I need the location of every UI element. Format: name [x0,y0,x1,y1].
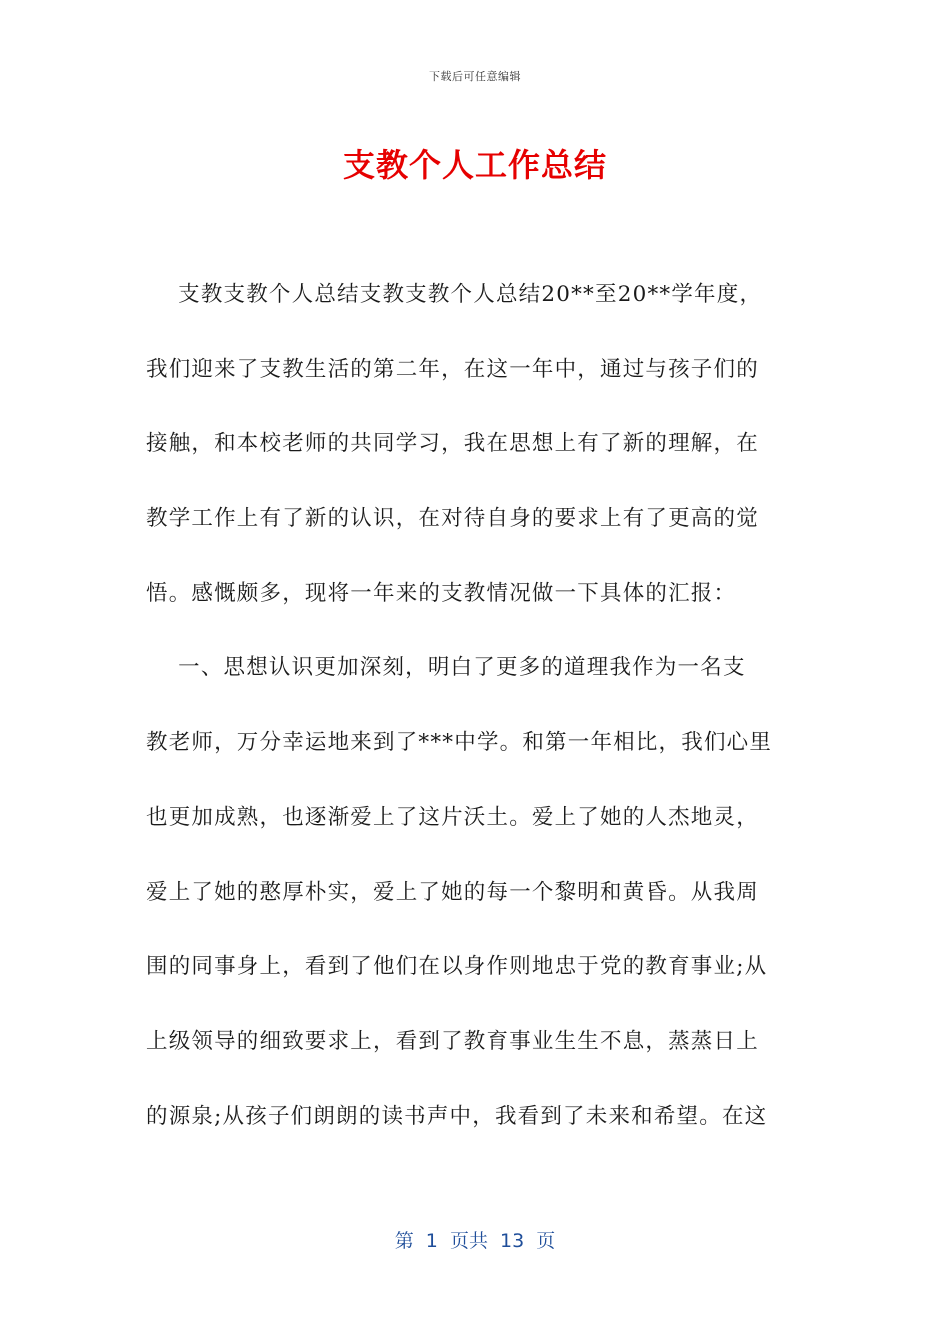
body-line: 也更加成熟，也逐渐爱上了这片沃土。爱上了她的人杰地灵， [146,804,759,830]
header-note: 下载后可任意编辑 [429,70,521,83]
body-line: 上级领导的细致要求上，看到了教育事业生生不息，蒸蒸日上 [146,1028,759,1054]
body-line: 一、思想认识更加深刻，明白了更多的道理我作为一名支 [146,655,746,681]
body-line: 的源泉;从孩子们朗朗的读书声中，我看到了未来和希望。在这 [146,1103,768,1129]
body-line: 围的同事身上，看到了他们在以身作则地忠于党的教育事业;从 [146,954,768,980]
document-title: 支教个人工作总结 [342,146,607,184]
body-line: 爱上了她的憨厚朴实，爱上了她的每一个黎明和黄昏。从我周 [146,879,759,905]
page-number-footer: 第 1 页共 13 页 [394,1230,556,1252]
body-line: 教学工作上有了新的认识，在对待自身的要求上有了更高的觉 [146,506,759,532]
body-line: 我们迎来了支教生活的第二年，在这一年中，通过与孩子们的 [146,356,759,382]
body-line: 悟。感慨颇多，现将一年来的支教情况做一下具体的汇报： [146,580,737,606]
body-line: 支教支教个人总结支教支教个人总结20**至20**学年度， [146,282,763,307]
document-body [146,266,806,1162]
body-line: 接触，和本校老师的共同学习，我在思想上有了新的理解，在 [146,431,759,457]
body-line: 教老师，万分幸运地来到了***中学。和第一年相比，我们心里 [146,730,773,756]
